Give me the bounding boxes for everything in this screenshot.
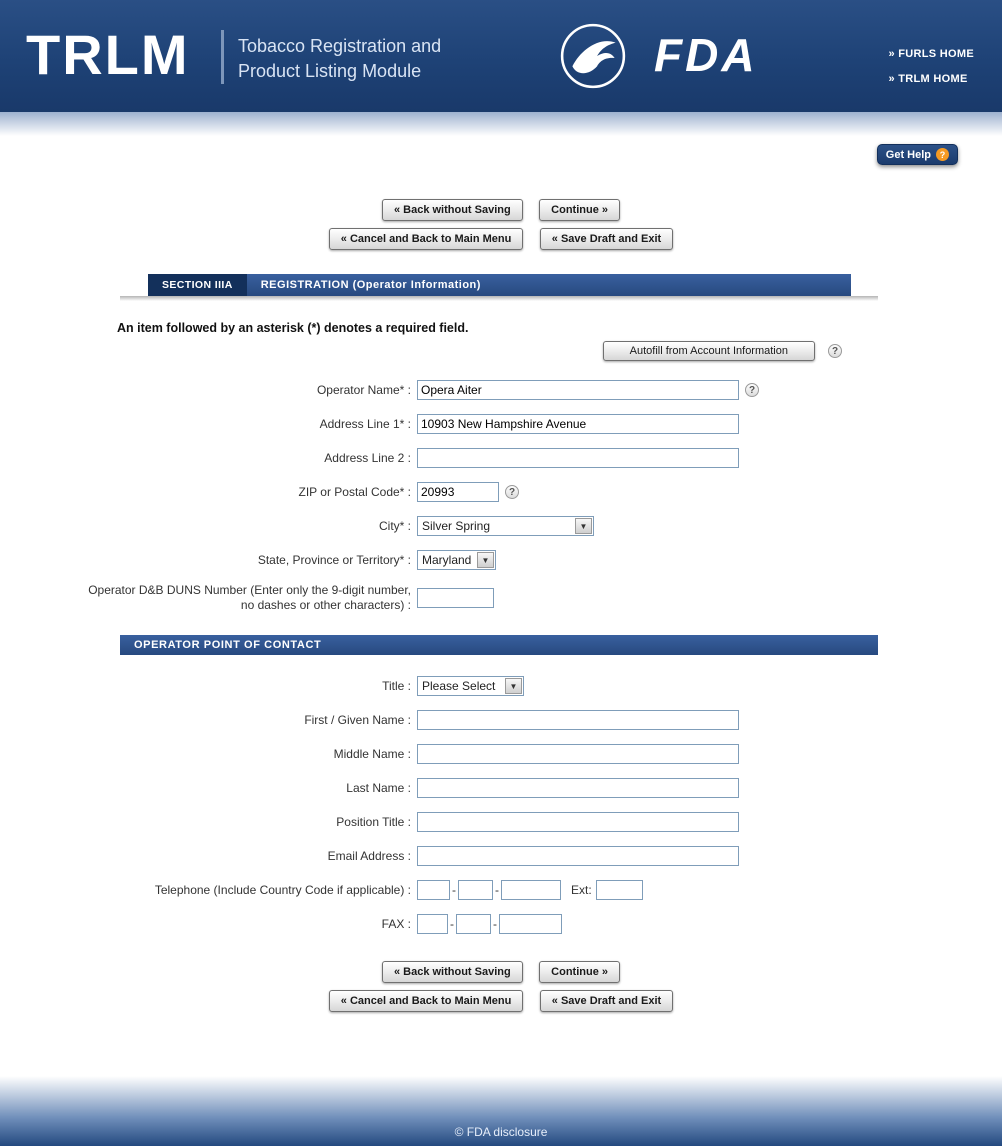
telephone-part1-input[interactable] — [417, 880, 450, 900]
autofill-help-icon[interactable]: ? — [828, 344, 842, 358]
fax-row — [0, 913, 1002, 935]
continue-button-bottom[interactable]: Continue » — [539, 961, 620, 983]
autofill-button[interactable]: Autofill from Account Information — [603, 341, 815, 361]
state-select[interactable] — [417, 550, 496, 570]
address-line2-label: Address Line 2 : — [324, 450, 411, 465]
telephone-separator: - — [452, 883, 456, 897]
section-shadow — [120, 296, 878, 301]
top-nav-buttons — [0, 199, 1002, 250]
position-title-label: Position Title : — [336, 814, 411, 829]
first-name-label: First / Given Name : — [304, 712, 411, 727]
get-help-question-icon: ? — [936, 148, 949, 161]
trlm-home-link[interactable]: » TRLM HOME — [888, 73, 968, 85]
last-name-input[interactable] — [417, 778, 739, 798]
email-label: Email Address : — [327, 848, 411, 863]
section-header — [148, 274, 851, 296]
zip-label: ZIP or Postal Code* : — [298, 484, 411, 499]
state-label: State, Province or Territory* : — [257, 552, 411, 567]
fax-separator: - — [450, 917, 454, 931]
ext-label: Ext: — [571, 883, 592, 897]
last-name-label: Last Name : — [346, 780, 411, 795]
get-help-label: Get Help — [885, 148, 931, 161]
section-tab: SECTION IIIA — [148, 274, 247, 296]
zip-row — [0, 481, 1002, 503]
telephone-ext-input[interactable] — [596, 880, 643, 900]
address-line2-row — [0, 447, 1002, 469]
duns-input[interactable] — [417, 588, 494, 608]
required-field-note: An item followed by an asterisk (*) denotes a required field. — [117, 321, 469, 335]
operator-form — [0, 379, 1002, 935]
fax-part2-input[interactable] — [456, 914, 491, 934]
title-label: Title : — [382, 678, 411, 693]
zip-input[interactable] — [417, 482, 499, 502]
footer — [0, 1118, 1002, 1146]
zip-help-icon[interactable]: ? — [505, 485, 519, 499]
telephone-separator: - — [495, 883, 499, 897]
continue-button-top[interactable]: Continue » — [539, 199, 620, 221]
address-line1-input[interactable] — [417, 414, 739, 434]
back-without-saving-button-bottom[interactable]: « Back without Saving — [382, 961, 523, 983]
first-name-row — [0, 709, 1002, 731]
duns-label-line1: Operator D&B DUNS Number (Enter only the 9-digit number, — [88, 583, 411, 597]
address-line2-input[interactable] — [417, 448, 739, 468]
city-dropdown-arrow-icon: ▼ — [575, 518, 592, 534]
fax-label: FAX : — [381, 916, 411, 931]
middle-name-row — [0, 743, 1002, 765]
email-row — [0, 845, 1002, 867]
main-content — [0, 136, 1002, 1076]
middle-name-input[interactable] — [417, 744, 739, 764]
position-title-row — [0, 811, 1002, 833]
duns-label — [0, 583, 411, 613]
cancel-back-main-menu-button-bottom[interactable]: « Cancel and Back to Main Menu — [329, 990, 524, 1012]
city-label: City* : — [378, 518, 411, 533]
save-draft-exit-button-top[interactable]: « Save Draft and Exit — [540, 228, 673, 250]
footer-disclosure-link[interactable]: © FDA disclosure — [454, 1125, 548, 1139]
save-draft-exit-button-bottom[interactable]: « Save Draft and Exit — [540, 990, 673, 1012]
header-subtitle-line1: Tobacco Registration and — [238, 36, 442, 56]
operator-name-label: Operator Name* : — [316, 382, 411, 397]
title-dropdown-arrow-icon: ▼ — [505, 678, 522, 694]
telephone-part2-input[interactable] — [458, 880, 493, 900]
furls-home-link[interactable]: » FURLS HOME — [888, 48, 974, 60]
last-name-row — [0, 777, 1002, 799]
address-line1-row — [0, 413, 1002, 435]
autofill-row — [0, 341, 842, 361]
hhs-logo — [558, 21, 628, 91]
title-row — [0, 675, 1002, 697]
telephone-part3-input[interactable] — [501, 880, 561, 900]
fax-part1-input[interactable] — [417, 914, 448, 934]
city-select[interactable] — [417, 516, 594, 536]
email-input[interactable] — [417, 846, 739, 866]
trlm-logo: TRLM — [26, 23, 190, 86]
title-select[interactable] — [417, 676, 524, 696]
middle-name-label: Middle Name : — [333, 746, 411, 761]
header-subtitle — [238, 34, 441, 84]
fax-part3-input[interactable] — [499, 914, 562, 934]
telephone-row — [0, 879, 1002, 901]
city-select-value: Silver Spring — [422, 519, 491, 533]
header-links — [889, 48, 975, 85]
header-subtitle-line2: Product Listing Module — [238, 61, 422, 81]
fda-logo: FDA — [654, 29, 758, 81]
get-help-button[interactable] — [877, 144, 958, 165]
section-title: REGISTRATION (Operator Information) — [247, 274, 851, 296]
cancel-back-main-menu-button-top[interactable]: « Cancel and Back to Main Menu — [329, 228, 524, 250]
operator-name-row — [0, 379, 1002, 401]
bottom-nav-buttons — [0, 961, 1002, 1012]
operator-name-input[interactable] — [417, 380, 739, 400]
state-select-value: Maryland — [422, 553, 472, 567]
fax-separator: - — [493, 917, 497, 931]
position-title-input[interactable] — [417, 812, 739, 832]
telephone-label: Telephone (Include Country Code if applicable) : — [154, 882, 411, 897]
state-row — [0, 549, 1002, 571]
back-without-saving-button-top[interactable]: « Back without Saving — [382, 199, 523, 221]
header — [0, 0, 1002, 112]
get-help-row — [0, 136, 1002, 165]
title-select-value: Please Select — [422, 679, 496, 693]
duns-label-line2: no dashes or other characters) : — [240, 598, 411, 612]
header-fade — [0, 112, 1002, 136]
duns-row — [0, 583, 1002, 613]
logo-divider — [221, 30, 224, 84]
operator-name-help-icon[interactable]: ? — [745, 383, 759, 397]
first-name-input[interactable] — [417, 710, 739, 730]
city-row — [0, 515, 1002, 537]
address-line1-label: Address Line 1* : — [319, 416, 411, 431]
state-dropdown-arrow-icon: ▼ — [477, 552, 494, 568]
footer-fade — [0, 1076, 1002, 1118]
operator-point-of-contact-bar: OPERATOR POINT OF CONTACT — [120, 635, 878, 655]
